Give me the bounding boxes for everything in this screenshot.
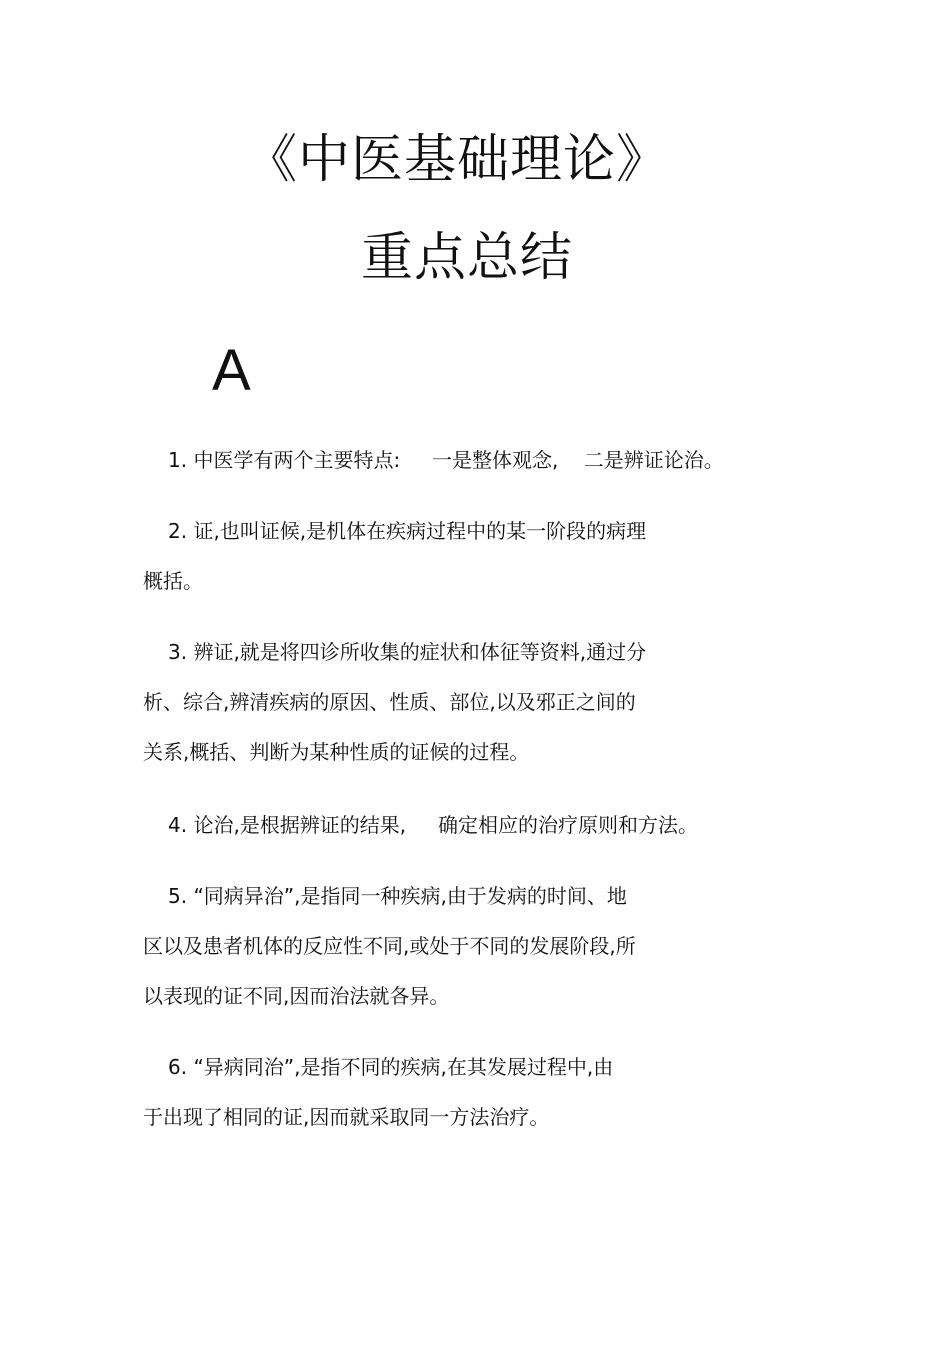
section-heading: A: [212, 338, 251, 403]
list-item-5-line-3: 以表现的证不同,因而治法就各异。: [143, 984, 450, 1008]
list-item-2-line-1: 2. 证,也叫证候,是机体在疾病过程中的某一阶段的病理: [168, 519, 647, 543]
list-item-2-line-2: 概括。: [143, 569, 203, 593]
list-item-3-line-2: 析、综合,辨清疾病的原因、性质、部位,以及邪正之间的: [143, 690, 636, 714]
document-subtitle: 重点总结: [360, 228, 573, 288]
list-item-3-line-3: 关系,概括、判断为某种性质的证候的过程。: [143, 740, 530, 764]
document-title: 《中医基础理论》: [244, 130, 669, 190]
list-item-6-line-1: 6. “异病同治”,是指不同的疾病,在其发展过程中,由: [168, 1055, 614, 1079]
list-item-1-line-1: 1. 中医学有两个主要特点: 一是整体观念, 二是辨证论治。: [168, 448, 724, 472]
list-item-5-line-2: 区以及患者机体的反应性不同,或处于不同的发展阶段,所: [143, 934, 636, 958]
list-item-3-line-1: 3. 辨证,就是将四诊所收集的症状和体征等资料,通过分: [168, 640, 647, 664]
list-item-6-line-2: 于出现了相同的证,因而就采取同一方法治疗。: [143, 1105, 550, 1129]
list-item-5-line-1: 5. “同病异治”,是指同一种疾病,由于发病的时间、地: [168, 884, 627, 908]
list-item-4-line-1: 4. 论治,是根据辨证的结果, 确定相应的治疗原则和方法。: [168, 813, 698, 837]
